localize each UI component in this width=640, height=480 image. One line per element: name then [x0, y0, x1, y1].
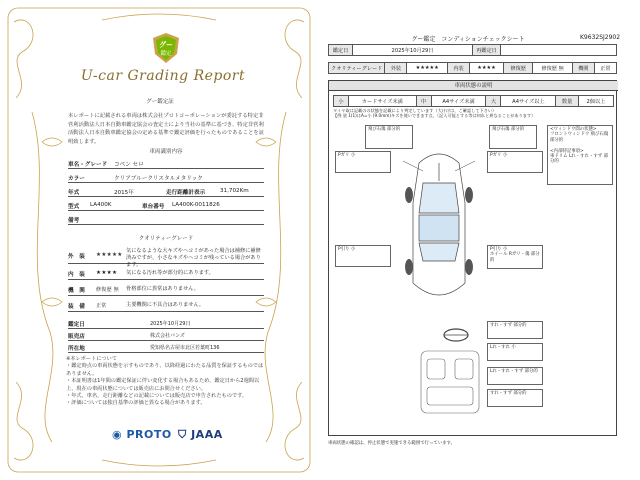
size-m-value: A4サイズ未満 [431, 96, 486, 107]
chassis-label: 車台番号 [142, 204, 165, 210]
shop-value: 株式会社バンズ [150, 333, 185, 339]
steering-note: すれ・すず 部分的 [487, 321, 543, 339]
car-topview-illustration [393, 143, 485, 313]
appraisal-date-table [328, 44, 617, 56]
equipment-grade-row [68, 298, 264, 312]
notes-title: ※本レポートについて [66, 356, 117, 362]
grade-label: 車名・グレード [68, 162, 108, 168]
quality-grade-table [328, 62, 617, 74]
repair-value: 修復歴 無 [533, 63, 572, 74]
count-label: 数量 [556, 96, 579, 107]
engine-desc: 骨格部位に異常はありません。 [126, 286, 199, 292]
sheet-id: K9632SJ2902 [580, 34, 621, 41]
jaaa-mark-icon: ⛉ [178, 428, 187, 441]
shop-row [68, 330, 264, 341]
appraisal-date-row [68, 318, 264, 329]
steering-wheel-icon [441, 327, 471, 343]
seat-note: Lれ・すれ 小 [487, 343, 543, 361]
size-l-value: A4サイズ以上 [501, 96, 556, 107]
interior-grade-row [68, 266, 264, 280]
color-label: カラー [68, 176, 85, 182]
mileage-value: 31,702Km [220, 188, 249, 194]
legend-note: タイヤ取は記載のの状態を記載により判定しています（大けけは、ご確認して下さい） 【例 塗 1(1)はA=小 (9.0mm)キズを使いできます点、（記入可能とする等は何れと異なることがあります） [333, 108, 536, 119]
int-value: ★★★★ [470, 63, 504, 74]
right-mid-note: P引り 小 ホイール Rガリ・傷 部分的 [487, 245, 543, 269]
equipment-label: 装 備 [68, 304, 85, 310]
jaaa-logo-text: JAAA [191, 428, 223, 441]
left-mid-note: P引り 小 [335, 245, 391, 267]
date-value: 2025年10月29日 [353, 45, 473, 56]
int-label: 内装 [447, 63, 469, 74]
engine-grade-row [68, 282, 264, 296]
jaaa-logo [178, 428, 223, 442]
year-row [68, 184, 264, 197]
diagram-title: 車両状態の説明 [329, 81, 618, 91]
year-label: 年式 [68, 190, 80, 196]
goo-kantei-badge [151, 32, 181, 64]
exterior-grade-row [68, 246, 264, 268]
quality-section-title: クオリティーグレード [138, 236, 194, 242]
grade-value: コペン セロ [114, 162, 144, 168]
color-row [68, 170, 264, 183]
rear-note-2: すれ・すず 部分的 [487, 389, 543, 407]
rear-right-wheel-icon [465, 259, 473, 275]
proto-mark-icon: ◉ [112, 428, 123, 441]
address-label: 所在地 [68, 346, 85, 352]
front-left-wheel-icon [405, 187, 413, 203]
svg-text:グー: グー [159, 41, 173, 49]
model-label: 型式 [68, 204, 80, 210]
window-interior-notes: <ウィンドウ間の状態> フロントウィンドウ 飛び石傷 部分的 <内部特記事項> 車ドリム Lれ・すれ・すず 部分的 [547, 125, 613, 185]
sheet-footer-note: 車両状態の確認は、停止状態で実施できる範囲で行っています。 [328, 441, 455, 446]
note-item: ・年式、車名、走行距離などの記載については販売店で申告されたものです。 [66, 393, 248, 400]
size-s-value: カードサイズ未満 [348, 96, 416, 107]
quality-grade-label: クオリティーグレード [329, 63, 385, 74]
interior-stars: ★★★★ [96, 270, 118, 276]
repair-label: 修復歴 [503, 63, 533, 74]
rear-left-wheel-icon [405, 259, 413, 275]
ext-value: ★★★★★ [407, 63, 448, 74]
damage-size-legend [333, 95, 614, 107]
exterior-stars: ★★★★★ [96, 252, 123, 258]
count-value: 2個以上 [578, 96, 613, 107]
equip-label: 機関 [572, 63, 594, 74]
certificate-title: U-car Grading Report [80, 68, 246, 84]
left-front-note: Pガリ 小 [335, 151, 391, 173]
mileage-label: 走行距離計表示 [166, 190, 206, 196]
notes-row [68, 212, 264, 225]
size-m-label: 中 [416, 96, 431, 107]
interior-label: 内 装 [68, 272, 85, 278]
size-s-label: 小 [334, 96, 349, 107]
engine-label: 機 関 [68, 288, 85, 294]
proto-logo-text: PROTO [126, 428, 172, 441]
address-value: 愛知県名古屋市北区若葉町136 [150, 345, 220, 351]
vehicle-section-title: 車両識別内容 [149, 149, 183, 155]
model-row [68, 198, 264, 211]
rear-note-1: Lれ・すれ・すず 部分的 [487, 367, 543, 385]
chassis-value: LA400K-0011826 [172, 202, 220, 208]
report-notes [66, 356, 266, 408]
equipment-desc: 主要機関に不具合はありません。 [126, 302, 205, 308]
recheck-value [501, 45, 617, 56]
certificate-intro: 本レポートに記載される車両は株式会社プロトコーポレーションが委託する特定非営利活動法人日本自動車鑑定協会の査定士により当社の基準に基づき、特定非営利活動法人日本自動車鑑定協会の定める基準で鑑定評価を行ったものであることを証明致します。 [68, 113, 264, 145]
front-right-wheel-icon [465, 187, 473, 203]
engine-value: 修復歴 無 [96, 287, 120, 293]
ext-label: 外装 [385, 63, 407, 74]
appraisal-date-value: 2025年10月29日 [150, 321, 191, 327]
note-item: ・鑑定時点の車両状態を示すものであり、以降経過にわたる品質を保証するものではありません。 [66, 363, 264, 377]
size-l-label: 大 [486, 96, 501, 107]
address-row [68, 342, 264, 353]
notes-label: 備考 [68, 218, 80, 224]
exterior-desc: 気になるような大キズやヘコミがあった場合は補修に補修済みですが、小さなキズやヘコミが残っている場合があります。 [126, 248, 261, 268]
interior-seat-layout [417, 347, 483, 417]
certificate-subtitle: グー鑑定証 [146, 99, 174, 105]
date-label: 鑑定日 [329, 45, 353, 56]
equip-value: 正常 [594, 63, 616, 74]
interior-desc: 気になる汚れ等が部分的にあります。 [126, 270, 214, 276]
year-value: 2015年 [114, 190, 134, 196]
front-right-top-note: 飛び石傷 部分的 [489, 125, 537, 149]
note-item: ・評価については独自基準の評価と異なる場合があります。 [66, 400, 206, 407]
appraisal-date-label: 鑑定日 [68, 322, 85, 328]
vehicle-condition-diagram [328, 80, 617, 436]
model-value: LA400K [90, 202, 112, 208]
equipment-value: 正常 [96, 303, 107, 309]
note-item: ・本証明書は1年間の鑑定保証に伴い変化する場合もあるため、鑑定日から2週間以上、現在の車両状態については販売店にお問合せください。 [66, 378, 260, 392]
front-left-top-note: 飛び石傷 部分的 [365, 125, 413, 149]
recheck-label: 再鑑定日 [473, 45, 501, 56]
right-front-note: Pガリ 小 [487, 151, 543, 173]
sheet-title: グー鑑定 コンディションチェックシート [411, 36, 525, 43]
exterior-label: 外 装 [68, 254, 85, 260]
color-value: クリアブルークリスタルメタリック [114, 176, 203, 182]
svg-text:鑑定: 鑑定 [160, 51, 172, 57]
grade-row [68, 156, 264, 169]
shop-label: 販売店 [68, 334, 85, 340]
proto-logo [112, 428, 172, 441]
